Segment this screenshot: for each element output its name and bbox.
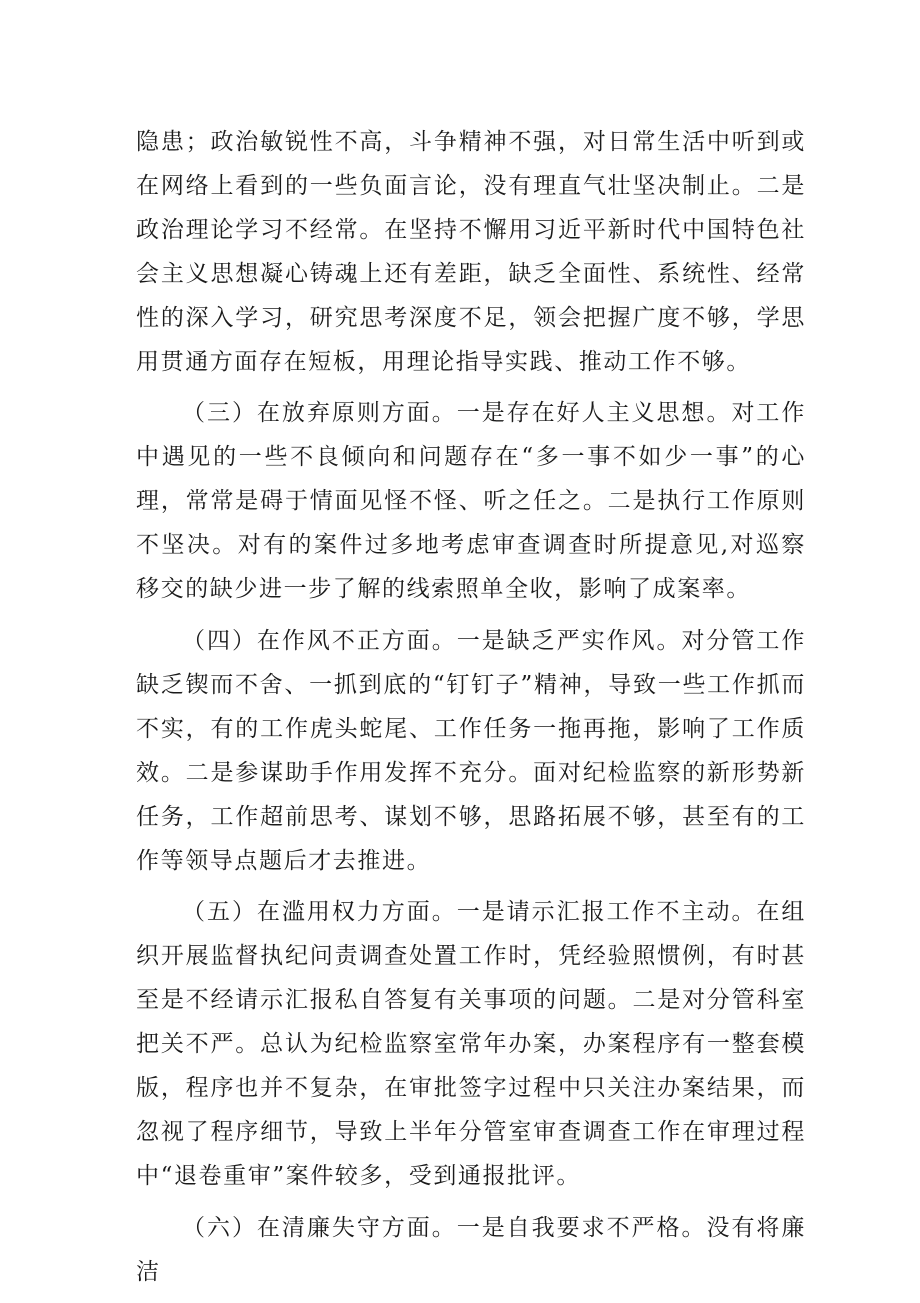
paragraph-section-three: （三）在放弃原则方面。一是存在好人主义思想。对工作中遇见的一些不良倾向和问题存在“多一事不如少一事”的心理，常常是碍于情面见怪不怪、听之任之。二是执行工作原则不坚决。对有的案件过多地考虑审查调查时所提意见,对巡察移交的缺少进一步了解的线索照单全收，影响了成案率。 (136, 400, 806, 603)
document-body (136, 121, 806, 1303)
paragraph-continuation: 隐患；政治敏锐性不高，斗争精神不强，对日常生活中听到或在网络上看到的一些负面言论，没有理直气壮坚决制止。二是政治理论学习不经常。在坚持不懈用习近平新时代中国特色社会主义思想凝心铸魂上还有差距，缺乏全面性、系统性、经常性的深入学习，研究思考深度不足，领会把握广度不够，学思用贯通方面存在短板，用理论指导实践、推动工作不够。 (136, 129, 806, 375)
paragraph-section-five: （五）在滥用权力方面。一是请示汇报工作不主动。在组织开展监督执纪问责调查处置工作时，凭经验照惯例，有时甚至是不经请示汇报私自答复有关事项的问题。二是对分管科室把关不严。总认为纪检监察室常年办案，办案程序有一整套模版，程序也并不复杂，在审批签字过程中只关注办案结果，而忽视了程序细节，导致上半年分管室审查调查工作在审理过程中“退卷重审”案件较多，受到通报批评。 (136, 899, 806, 1189)
paragraph-section-four: （四）在作风不正方面。一是缺乏严实作风。对分管工作缺乏锲而不舍、一抓到底的“钉钉子”精神，导致一些工作抓而不实，有的工作虎头蛇尾、工作任务一拖再拖，影响了工作质效。二是参谋助手作用发挥不充分。面对纪检监察的新形势新任务，工作超前思考、谋划不够，思路拓展不够，甚至有的工作等领导点题后才去推进。 (136, 627, 806, 874)
paragraph-section-six: （六）在清廉失守方面。一是自我要求不严格。没有将廉洁 (136, 1214, 806, 1285)
